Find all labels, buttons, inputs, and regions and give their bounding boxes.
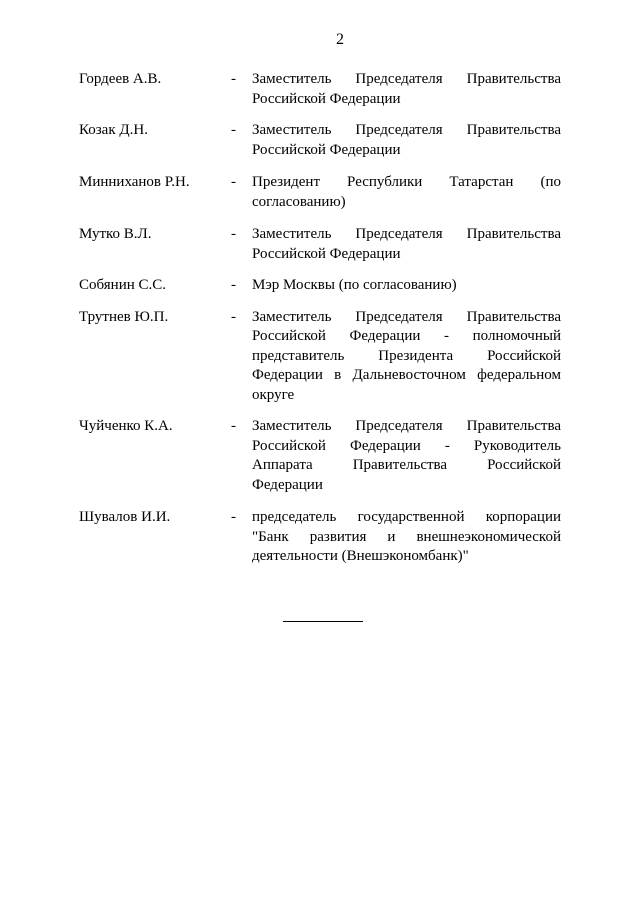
member-name: Гордеев А.В. <box>79 71 162 87</box>
list-item <box>79 276 561 296</box>
list-item <box>79 308 561 406</box>
member-name: Мутко В.Л. <box>79 226 152 242</box>
dash: - <box>231 122 236 138</box>
page-number: 2 <box>336 31 344 48</box>
member-role: председатель государственной корпорации "Банк развития и внешнеэкономической деятельности (Внешэкономбанк)" <box>252 509 561 564</box>
list-item <box>79 508 561 567</box>
list-item <box>79 70 561 109</box>
member-role: Заместитель Председателя Правительства Российской Федерации - Руководитель Аппарата Правительства Российской Федерации <box>252 418 561 493</box>
list-item <box>79 417 561 495</box>
closing-separator-line <box>283 621 363 622</box>
dash: - <box>231 418 236 434</box>
member-name: Козак Д.Н. <box>79 122 148 138</box>
member-role: Заместитель Председателя Правительства Российской Федерации <box>252 226 561 262</box>
dash: - <box>231 226 236 242</box>
list-item <box>79 173 561 212</box>
member-name: Минниханов Р.Н. <box>79 174 190 190</box>
member-list <box>79 70 561 567</box>
member-role: Мэр Москвы (по согласованию) <box>252 277 457 293</box>
member-role: Заместитель Председателя Правительства Российской Федерации - полномочный представитель Президента Российской Федерации в Дальневосточном федеральном округе <box>252 308 561 403</box>
member-role: Заместитель Председателя Правительства Российской Федерации <box>252 122 561 158</box>
list-item <box>79 225 561 264</box>
dash: - <box>231 174 236 190</box>
dash: - <box>231 308 236 325</box>
member-name: Шувалов И.И. <box>79 509 171 525</box>
member-name: Собянин С.С. <box>79 277 167 293</box>
member-role: Президент Республики Татарстан (по согласованию) <box>252 174 561 210</box>
member-name: Чуйченко К.А. <box>79 418 173 434</box>
member-role: Заместитель Председателя Правительства Российской Федерации <box>252 71 561 107</box>
dash: - <box>231 509 236 525</box>
list-item <box>79 121 561 160</box>
dash: - <box>231 71 236 87</box>
dash: - <box>231 277 236 293</box>
member-name: Трутнев Ю.П. <box>79 308 169 325</box>
